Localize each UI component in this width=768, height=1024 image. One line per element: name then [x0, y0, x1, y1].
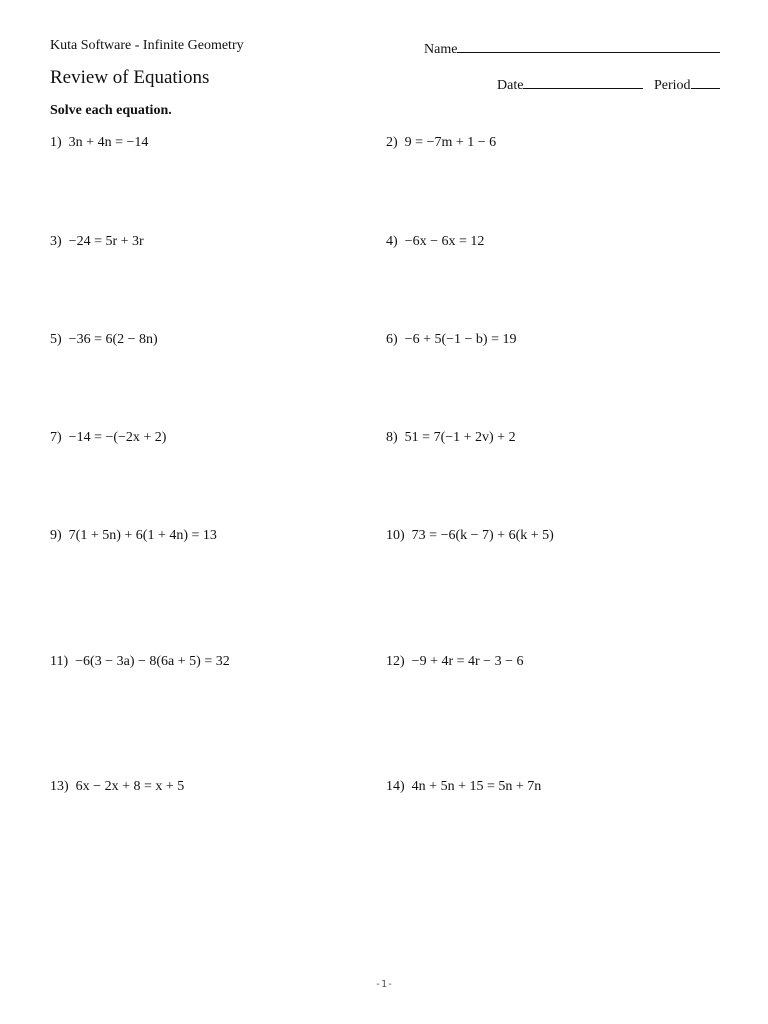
- problem-number: 10): [386, 528, 405, 543]
- problem-equation: 73 = −6(k − 7) + 6(k + 5): [411, 528, 554, 543]
- period-label: Period: [654, 78, 691, 93]
- problem-5: [50, 332, 158, 348]
- problem-7: [50, 430, 166, 446]
- problem-3: [50, 234, 144, 250]
- problem-14: [386, 779, 541, 795]
- problem-equation: 3n + 4n = −14: [68, 135, 149, 150]
- software-label: Kuta Software - Infinite Geometry: [50, 38, 244, 53]
- problem-number: 7): [50, 430, 62, 445]
- problem-equation: −14 = −(−2x + 2): [68, 430, 167, 445]
- problem-number: 14): [386, 779, 405, 794]
- problem-number: 3): [50, 234, 62, 249]
- problem-equation: −6 + 5(−1 − b) = 19: [404, 332, 517, 347]
- page-number: -1-: [374, 979, 394, 990]
- date-label: Date: [497, 78, 524, 93]
- name-label: Name: [424, 42, 458, 57]
- problem-number: 1): [50, 135, 62, 150]
- date-field[interactable]: [497, 74, 643, 94]
- problem-4: [386, 234, 484, 250]
- problem-equation: −36 = 6(2 − 8n): [68, 332, 158, 347]
- problem-2: [386, 135, 496, 151]
- name-field[interactable]: [424, 38, 720, 58]
- period-field[interactable]: [654, 74, 720, 94]
- problem-8: [386, 430, 516, 446]
- problem-1: [50, 135, 148, 151]
- problem-10: [386, 528, 554, 544]
- problem-equation: 7(1 + 5n) + 6(1 + 4n) = 13: [68, 528, 217, 543]
- problem-equation: −6x − 6x = 12: [404, 234, 485, 249]
- problem-9: [50, 528, 217, 544]
- instructions: Solve each equation.: [50, 103, 172, 118]
- problem-12: [386, 654, 523, 670]
- problem-equation: 4n + 5n + 15 = 5n + 7n: [411, 779, 542, 794]
- problem-13: [50, 779, 184, 795]
- worksheet-title: Review of Equations: [50, 67, 210, 88]
- name-blank-line[interactable]: [457, 38, 720, 53]
- problem-equation: 9 = −7m + 1 − 6: [404, 135, 497, 150]
- problem-number: 13): [50, 779, 69, 794]
- problem-number: 11): [50, 654, 69, 669]
- problem-11: [50, 654, 230, 670]
- period-blank-line[interactable]: [691, 74, 720, 89]
- problem-equation: 51 = 7(−1 + 2v) + 2: [404, 430, 516, 445]
- date-blank-line[interactable]: [523, 74, 643, 89]
- problem-equation: 6x − 2x + 8 = x + 5: [75, 779, 185, 794]
- problem-number: 4): [386, 234, 398, 249]
- problem-number: 12): [386, 654, 405, 669]
- problem-number: 5): [50, 332, 62, 347]
- problem-number: 9): [50, 528, 62, 543]
- problem-6: [386, 332, 516, 348]
- problem-equation: −24 = 5r + 3r: [68, 234, 144, 249]
- problem-number: 6): [386, 332, 398, 347]
- problem-equation: −9 + 4r = 4r − 3 − 6: [411, 654, 524, 669]
- problem-equation: −6(3 − 3a) − 8(6a + 5) = 32: [75, 654, 230, 669]
- problem-number: 8): [386, 430, 398, 445]
- problem-number: 2): [386, 135, 398, 150]
